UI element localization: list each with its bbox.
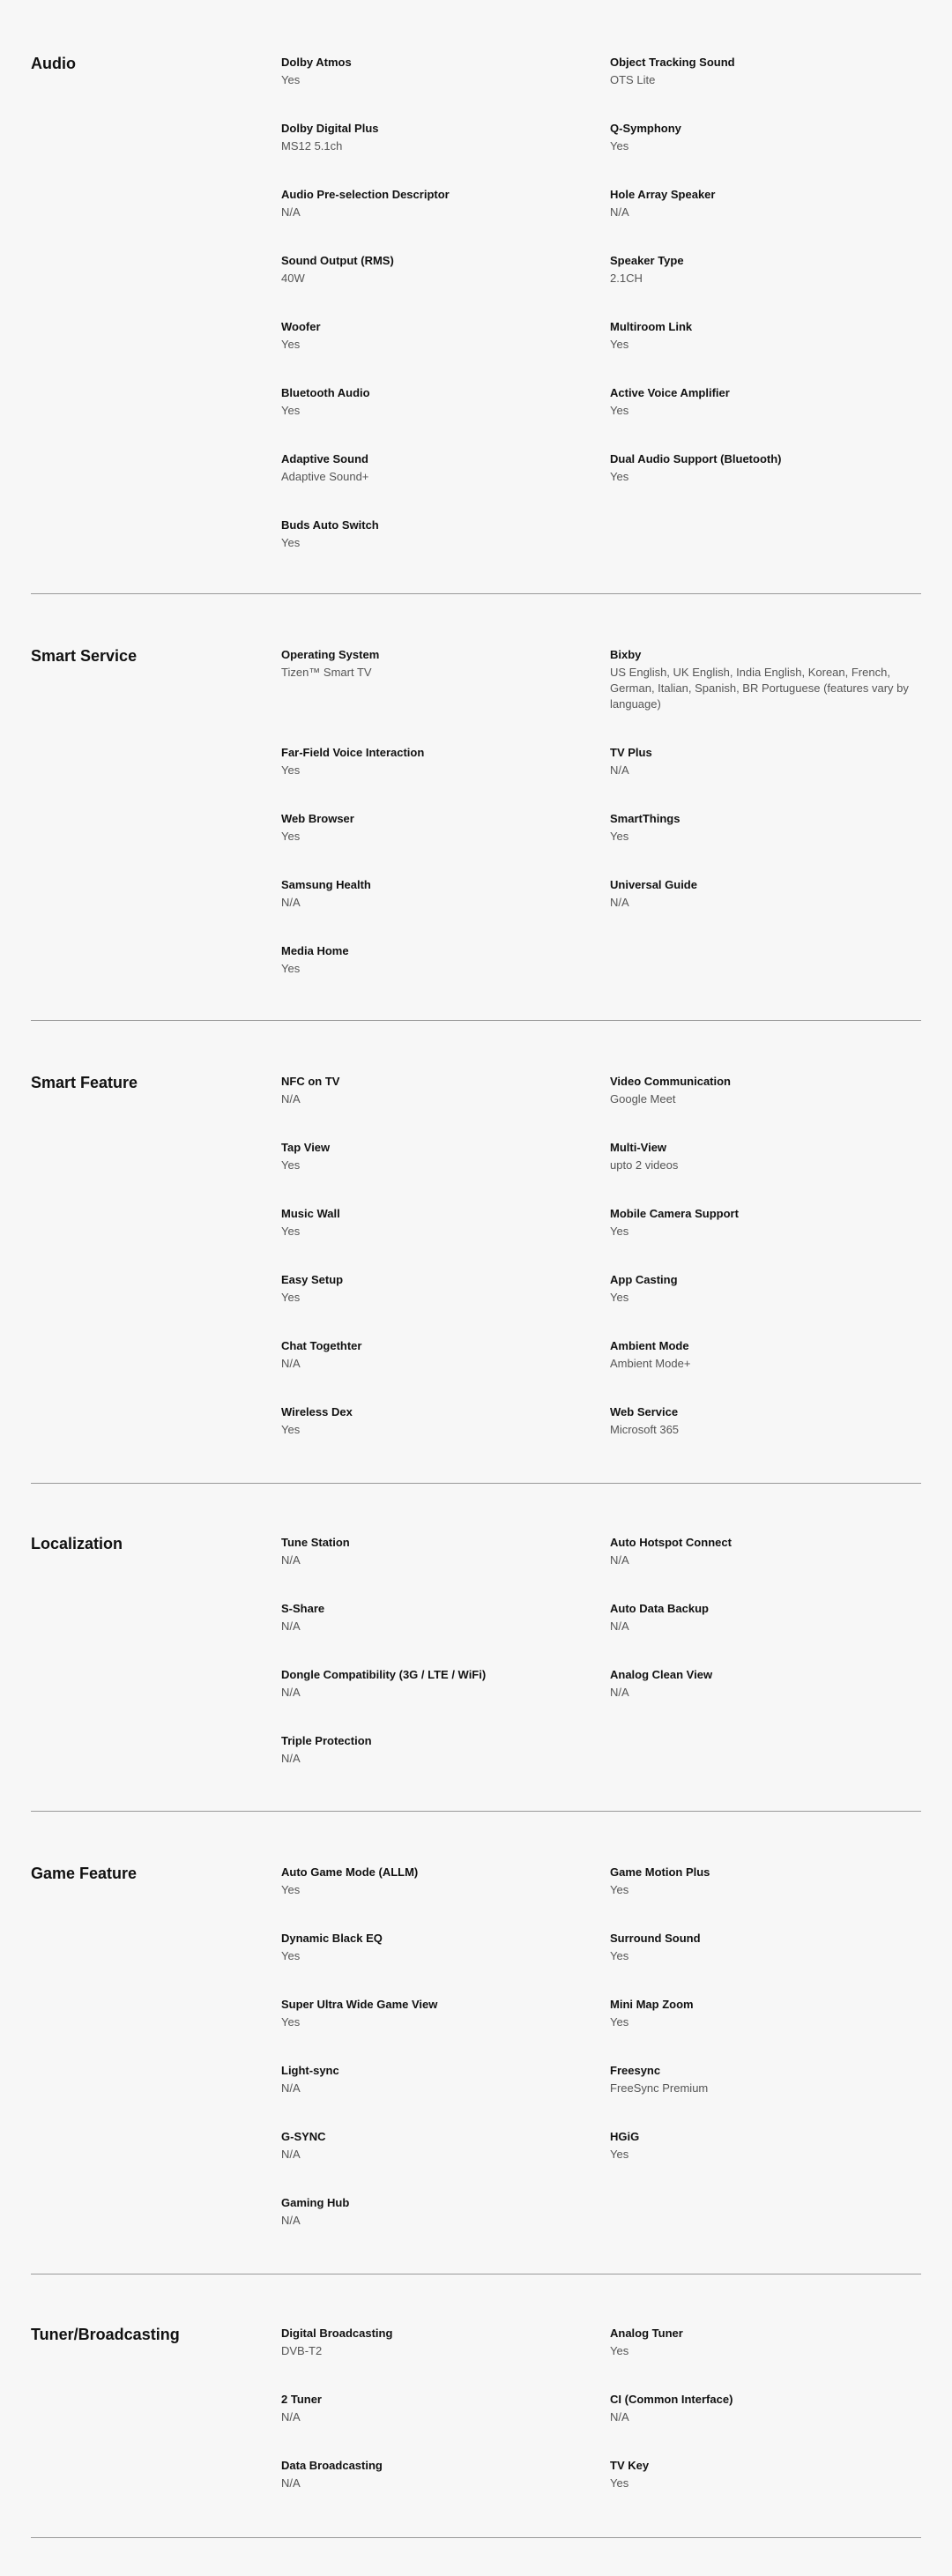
spec-value: Yes xyxy=(281,1291,301,1304)
spec-value: Yes xyxy=(281,1423,301,1436)
spec-label: Buds Auto Switch xyxy=(281,518,379,532)
spec-item xyxy=(610,1931,910,1964)
spec-label: Surround Sound xyxy=(610,1932,701,1945)
spec-item xyxy=(610,647,910,712)
spec-item xyxy=(281,55,581,88)
spec-value: 2.1CH xyxy=(610,272,643,285)
spec-value: N/A xyxy=(610,763,629,777)
spec-value: Yes xyxy=(610,139,629,153)
spec-item xyxy=(281,2326,581,2359)
spec-label: Super Ultra Wide Game View xyxy=(281,1998,438,2011)
spec-label: Hole Array Speaker xyxy=(610,188,716,201)
spec-item xyxy=(281,2392,581,2425)
spec-value: Yes xyxy=(281,73,301,86)
spec-label: Wireless Dex xyxy=(281,1405,353,1418)
spec-value: Yes xyxy=(281,2015,301,2029)
spec-label: Dual Audio Support (Bluetooth) xyxy=(610,452,782,465)
spec-value: N/A xyxy=(281,2476,301,2490)
spec-value: N/A xyxy=(281,205,301,219)
spec-item xyxy=(610,745,910,778)
section-title: Smart Service xyxy=(31,647,138,665)
spec-item xyxy=(281,1404,581,1438)
spec-item xyxy=(281,1535,581,1568)
spec-item xyxy=(281,1206,581,1240)
spec-value: OTS Lite xyxy=(610,73,656,86)
section-title: Game Feature xyxy=(31,1865,138,1882)
spec-item xyxy=(281,1338,581,1372)
spec-value: N/A xyxy=(281,2214,301,2227)
spec-label: Multi-View xyxy=(610,1141,667,1154)
spec-value: Yes xyxy=(610,2476,629,2490)
spec-label: Freesync xyxy=(610,2064,661,2077)
section-title: Audio xyxy=(31,55,76,72)
spec-value: FreeSync Premium xyxy=(610,2081,709,2095)
spec-value: Google Meet xyxy=(610,1092,676,1106)
spec-item xyxy=(281,385,581,419)
spec-item xyxy=(610,811,910,845)
spec-value: N/A xyxy=(281,1553,301,1567)
spec-item xyxy=(281,877,581,911)
spec-label: Web Service xyxy=(610,1405,679,1418)
spec-item xyxy=(281,1997,581,2030)
spec-value: Yes xyxy=(610,2344,629,2357)
spec-label: Speaker Type xyxy=(610,254,684,267)
spec-item xyxy=(610,55,910,88)
spec-item xyxy=(610,253,910,287)
spec-label: Dynamic Black EQ xyxy=(281,1932,383,1945)
spec-value: Yes xyxy=(610,1225,629,1238)
spec-value: Microsoft 365 xyxy=(610,1423,680,1436)
spec-item xyxy=(281,253,581,287)
spec-item xyxy=(610,1865,910,1898)
spec-item xyxy=(281,1601,581,1634)
spec-label: TV Plus xyxy=(610,746,652,759)
spec-value: Yes xyxy=(281,1949,301,1962)
spec-section-smart-service xyxy=(31,647,921,1021)
spec-item xyxy=(610,877,910,911)
spec-label: Analog Clean View xyxy=(610,1668,713,1681)
spec-item xyxy=(281,1733,581,1767)
spec-value: N/A xyxy=(281,2148,301,2161)
spec-item xyxy=(610,2063,910,2096)
spec-value: N/A xyxy=(610,2410,629,2423)
spec-item xyxy=(610,1338,910,1372)
spec-label: Tune Station xyxy=(281,1536,350,1549)
spec-item xyxy=(281,811,581,845)
spec-label: Easy Setup xyxy=(281,1273,344,1286)
spec-label: TV Key xyxy=(610,2459,650,2472)
spec-label: Audio Pre-selection Descriptor xyxy=(281,188,450,201)
spec-item xyxy=(610,1074,910,1107)
spec-section-localization xyxy=(31,1535,921,1812)
spec-item xyxy=(281,1931,581,1964)
spec-label: G-SYNC xyxy=(281,2130,326,2143)
spec-label: Active Voice Amplifier xyxy=(610,386,730,399)
spec-item xyxy=(281,1140,581,1173)
spec-value: N/A xyxy=(281,2410,301,2423)
spec-label: Mini Map Zoom xyxy=(610,1998,694,2011)
spec-value: Adaptive Sound+ xyxy=(281,470,369,483)
spec-item xyxy=(610,2458,910,2491)
spec-item xyxy=(281,2129,581,2163)
spec-value: 40W xyxy=(281,272,305,285)
spec-item xyxy=(281,2195,581,2229)
spec-value: Yes xyxy=(610,1949,629,1962)
spec-label: Operating System xyxy=(281,648,380,661)
spec-value: Yes xyxy=(610,470,629,483)
spec-label: Auto Game Mode (ALLM) xyxy=(281,1865,419,1879)
spec-item xyxy=(610,2326,910,2359)
spec-label: 2 Tuner xyxy=(281,2393,322,2406)
spec-value: N/A xyxy=(610,205,629,219)
spec-value: N/A xyxy=(281,1752,301,1765)
spec-value: N/A xyxy=(610,1619,629,1633)
spec-label: Game Motion Plus xyxy=(610,1865,710,1879)
spec-item xyxy=(281,1074,581,1107)
spec-label: Dolby Digital Plus xyxy=(281,122,379,135)
section-title: Tuner/Broadcasting xyxy=(31,2326,180,2343)
spec-label: SmartThings xyxy=(610,812,681,825)
spec-label: Ambient Mode xyxy=(610,1339,689,1352)
spec-value: Yes xyxy=(281,830,301,843)
spec-value: N/A xyxy=(281,1619,301,1633)
spec-item xyxy=(610,1272,910,1306)
spec-label: Multiroom Link xyxy=(610,320,693,333)
spec-value: MS12 5.1ch xyxy=(281,139,343,153)
spec-label: Data Broadcasting xyxy=(281,2459,383,2472)
spec-value: N/A xyxy=(281,1092,301,1106)
spec-section-audio xyxy=(31,55,921,594)
spec-item xyxy=(281,121,581,154)
spec-label: Dolby Atmos xyxy=(281,56,352,69)
spec-value: Ambient Mode+ xyxy=(610,1357,691,1370)
spec-label: Video Communication xyxy=(610,1075,731,1088)
spec-label: Digital Broadcasting xyxy=(281,2327,393,2340)
spec-label: Universal Guide xyxy=(610,878,697,891)
spec-label: Bixby xyxy=(610,648,642,661)
spec-label: Triple Protection xyxy=(281,1734,372,1747)
spec-label: Object Tracking Sound xyxy=(610,56,735,69)
spec-value: US English, UK English, India English, Korean, French, German, Italian, Spanish, BR Portuguese (features vary by language) xyxy=(610,666,909,711)
spec-label: Woofer xyxy=(281,320,321,333)
spec-value: Yes xyxy=(281,1158,301,1172)
spec-value: Yes xyxy=(610,1883,629,1896)
spec-label: Analog Tuner xyxy=(610,2327,683,2340)
spec-item xyxy=(610,1997,910,2030)
spec-value: Yes xyxy=(610,2015,629,2029)
spec-value: N/A xyxy=(281,896,301,909)
spec-item xyxy=(610,1601,910,1634)
spec-value: Yes xyxy=(281,404,301,417)
section-title: Smart Feature xyxy=(31,1074,138,1091)
spec-item xyxy=(281,2063,581,2096)
spec-value: N/A xyxy=(610,1686,629,1699)
spec-value: N/A xyxy=(610,896,629,909)
spec-section-smart-feature xyxy=(31,1074,921,1484)
spec-value: Yes xyxy=(281,338,301,351)
spec-value: Yes xyxy=(610,830,629,843)
spec-item xyxy=(610,187,910,220)
section-title: Localization xyxy=(31,1535,123,1552)
spec-item xyxy=(281,647,581,681)
spec-label: Auto Data Backup xyxy=(610,1602,709,1615)
spec-item xyxy=(610,385,910,419)
spec-item xyxy=(281,2458,581,2491)
spec-label: Q-Symphony xyxy=(610,122,681,135)
spec-value: DVB-T2 xyxy=(281,2344,323,2357)
spec-item xyxy=(281,451,581,485)
spec-label: Auto Hotspot Connect xyxy=(610,1536,732,1549)
spec-label: Dongle Compatibility (3G / LTE / WiFi) xyxy=(281,1668,487,1681)
spec-value: N/A xyxy=(281,2081,301,2095)
spec-item xyxy=(281,943,581,977)
spec-value: Tizen™ Smart TV xyxy=(281,666,372,679)
spec-label: Music Wall xyxy=(281,1207,340,1220)
spec-item xyxy=(281,187,581,220)
spec-value: Yes xyxy=(610,338,629,351)
spec-item xyxy=(281,319,581,353)
spec-item xyxy=(281,1865,581,1898)
spec-label: Samsung Health xyxy=(281,878,371,891)
spec-item xyxy=(281,1667,581,1701)
spec-label: HGiG xyxy=(610,2130,640,2143)
spec-item xyxy=(281,1272,581,1306)
spec-item xyxy=(610,451,910,485)
spec-label: Adaptive Sound xyxy=(281,452,368,465)
spec-label: Far-Field Voice Interaction xyxy=(281,746,425,759)
spec-item xyxy=(281,745,581,778)
spec-section-game-feature xyxy=(31,1865,921,2274)
spec-label: App Casting xyxy=(610,1273,678,1286)
spec-item xyxy=(610,1535,910,1568)
spec-value: N/A xyxy=(610,1553,629,1567)
spec-value: upto 2 videos xyxy=(610,1158,679,1172)
spec-value: Yes xyxy=(281,763,301,777)
spec-item xyxy=(610,1404,910,1438)
spec-label: Tap View xyxy=(281,1141,331,1154)
spec-label: Light-sync xyxy=(281,2064,339,2077)
spec-item xyxy=(610,2129,910,2163)
spec-item xyxy=(610,121,910,154)
spec-item xyxy=(610,1667,910,1701)
spec-item xyxy=(610,319,910,353)
spec-label: Bluetooth Audio xyxy=(281,386,370,399)
spec-value: Yes xyxy=(610,2148,629,2161)
spec-item xyxy=(610,1206,910,1240)
spec-item xyxy=(610,1140,910,1173)
spec-label: CI (Common Interface) xyxy=(610,2393,733,2406)
spec-value: Yes xyxy=(281,536,301,549)
spec-item xyxy=(610,2392,910,2425)
spec-label: Gaming Hub xyxy=(281,2196,350,2209)
spec-label: Media Home xyxy=(281,944,349,957)
spec-value: Yes xyxy=(281,1883,301,1896)
spec-label: S-Share xyxy=(281,1602,325,1615)
spec-value: Yes xyxy=(610,1291,629,1304)
spec-section-tuner-broadcasting xyxy=(31,2326,921,2538)
spec-value: N/A xyxy=(281,1686,301,1699)
spec-label: Sound Output (RMS) xyxy=(281,254,394,267)
spec-value: Yes xyxy=(281,962,301,975)
spec-label: NFC on TV xyxy=(281,1075,340,1088)
spec-label: Chat Togethter xyxy=(281,1339,362,1352)
spec-value: Yes xyxy=(610,404,629,417)
spec-item xyxy=(281,517,581,551)
spec-value: Yes xyxy=(281,1225,301,1238)
spec-value: N/A xyxy=(281,1357,301,1370)
spec-label: Web Browser xyxy=(281,812,354,825)
spec-label: Mobile Camera Support xyxy=(610,1207,739,1220)
